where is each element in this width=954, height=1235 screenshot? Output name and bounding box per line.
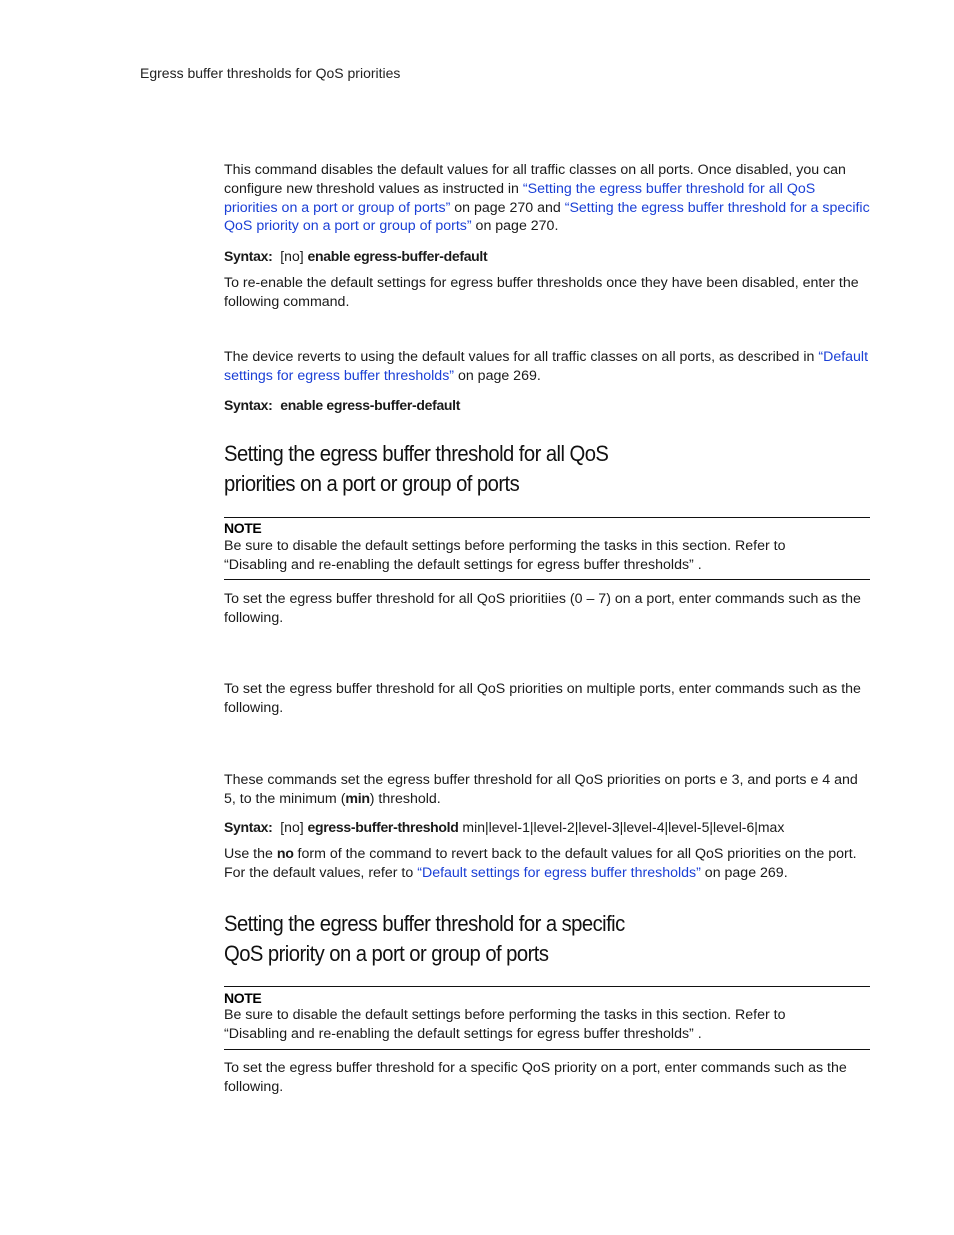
noform-text-2: form of the command to revert back to the default values for all QoS priorities on the port. For the default values, refer to	[224, 846, 857, 881]
link-default-settings[interactable]: “Default settings for egress buffer thresholds”	[224, 349, 869, 384]
noform-text-3: on page 269.	[700, 864, 788, 881]
link-default-settings-2[interactable]: “Default settings for egress buffer thresholds”	[417, 864, 701, 881]
syntax-option: [no]	[280, 819, 304, 835]
syntax-command: enable egress-buffer-default	[307, 248, 488, 264]
intro-text-3: on page 270.	[471, 218, 559, 235]
revert-text-2: on page 269.	[454, 367, 541, 384]
syntax-arguments: min|level-1|level-2|level-3|level-4|level-5|level-6|max	[462, 819, 785, 835]
min-threshold-paragraph	[224, 771, 870, 809]
note-line-1: Be sure to disable the default settings before performing the tasks in this section. Refer to	[224, 1007, 786, 1023]
section-heading-specific-qos	[224, 909, 739, 969]
specific-priority-paragraph: To set the egress buffer threshold for a specific QoS priority on a port, enter commands such as the following.	[224, 1060, 847, 1095]
note-text	[224, 537, 870, 575]
intro-paragraph	[224, 161, 870, 236]
intro-text-2: on page 270 and	[450, 199, 565, 216]
no-form-paragraph	[224, 845, 870, 883]
single-port-paragraph: To set the egress buffer threshold for all QoS prioritiies (0 – 7) on a port, enter commands such as the following.	[224, 591, 861, 626]
syntax-line-enable	[224, 396, 460, 414]
revert-paragraph	[224, 348, 870, 386]
reenable-paragraph: To re-enable the default settings for egress buffer thresholds once they have been disabled, enter the following command.	[224, 275, 859, 310]
running-header: Egress buffer thresholds for QoS priorities	[140, 65, 401, 81]
syntax-command: enable egress-buffer-default	[280, 397, 461, 413]
heading-line-2: priorities on a port or group of ports	[224, 471, 520, 496]
syntax-label: Syntax:	[224, 397, 273, 413]
heading-line-1: Setting the egress buffer threshold for a specific	[224, 911, 625, 936]
link-setting-specific-qos[interactable]: “Setting the egress buffer threshold for a specific QoS priority on a port or group of ports”	[224, 199, 870, 235]
syntax-command: egress-buffer-threshold	[307, 819, 459, 835]
intro-text-1: This command disables the default values for all traffic classes on all ports. Once disabled, you can configure new threshold values as instructed in	[224, 162, 846, 197]
min-text-1: These commands set the egress buffer threshold for all QoS priorities on ports e 3, and ports e 4 and 5, to the minimum (	[224, 772, 858, 807]
syntax-label: Syntax:	[224, 819, 273, 835]
note-line-2: “Disabling and re-enabling the default settings for egress buffer thresholds” .	[224, 1026, 702, 1042]
revert-text-1: The device reverts to using the default values for all traffic classes on all ports, as described in	[224, 349, 819, 365]
min-text-2: ) threshold.	[369, 790, 441, 807]
section-heading-all-qos	[224, 439, 739, 499]
syntax-line-threshold	[224, 818, 784, 836]
multi-port-paragraph: To set the egress buffer threshold for all QoS priorities on multiple ports, enter commands such as the following.	[224, 681, 861, 716]
heading-line-2: QoS priority on a port or group of ports	[224, 941, 549, 966]
link-setting-all-qos[interactable]: “Setting the egress buffer threshold for all QoS priorities on a port or group of ports”	[224, 180, 816, 216]
syntax-line-disable	[224, 247, 487, 265]
note-label: NOTE	[224, 520, 262, 536]
min-keyword: min	[345, 790, 370, 807]
syntax-label: Syntax:	[224, 248, 273, 264]
heading-line-1: Setting the egress buffer threshold for all QoS	[224, 441, 609, 466]
note-bottom-rule	[224, 579, 870, 580]
note-top-rule	[224, 986, 870, 987]
no-keyword: no	[276, 846, 294, 862]
note-top-rule	[224, 517, 870, 518]
note-label: NOTE	[224, 990, 262, 1006]
note-text	[224, 1006, 870, 1044]
noform-text-1: Use the	[224, 846, 277, 862]
note-line-2: “Disabling and re-enabling the default settings for egress buffer thresholds” .	[224, 557, 702, 573]
syntax-option: [no]	[280, 248, 304, 264]
note-bottom-rule	[224, 1049, 870, 1050]
note-line-1: Be sure to disable the default settings before performing the tasks in this section. Refer to	[224, 538, 786, 554]
